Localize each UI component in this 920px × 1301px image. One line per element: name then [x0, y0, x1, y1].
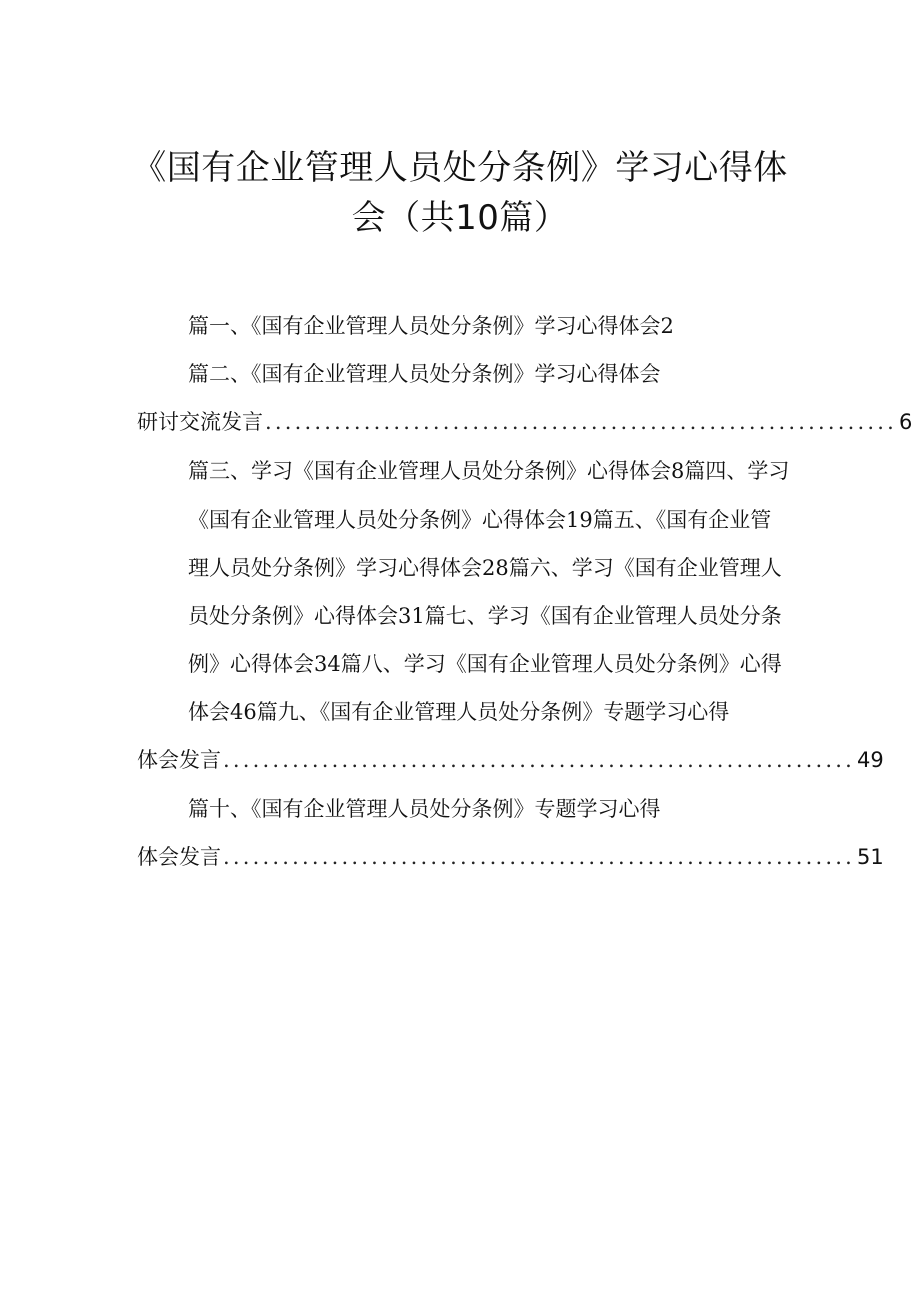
toc-paragraph-line-3: 理人员处分条例》学习心得体会28篇六、学习《国有企业管理人 [188, 556, 782, 580]
toc-leader-dots: ................................................................ [265, 410, 898, 434]
toc-item-10-line-1: 篇十、《国有企业管理人员处分条例》专题学习心得 [188, 797, 661, 821]
toc-paragraph-line-2: 《国有企业管理人员处分条例》心得体会19篇五、《国有企业管 [188, 508, 772, 532]
toc-item-9-page: 49 [857, 748, 884, 772]
toc-item-9-label: 体会发言 [137, 748, 221, 772]
toc-item-10-label: 体会发言 [137, 845, 221, 869]
toc-item-2-page: 6 [899, 410, 913, 434]
toc-item-10-entry [137, 843, 884, 871]
toc-paragraph-line-1: 篇三、学习《国有企业管理人员处分条例》心得体会8篇四、学习 [188, 459, 790, 483]
toc-item-2-label: 研讨交流发言 [137, 410, 263, 434]
toc-paragraph-line-4: 员处分条例》心得体会31篇七、学习《国有企业管理人员处分条 [188, 604, 782, 628]
toc-item-9-entry [137, 746, 884, 774]
document-title-line-1: 《国有企业管理人员处分条例》学习心得体 [132, 148, 788, 188]
toc-item-10-page: 51 [857, 845, 884, 869]
document-title-line-2: 会（共10篇） [351, 198, 569, 238]
toc-item-2-entry [137, 408, 913, 436]
toc-leader-dots: ................................................................ [223, 748, 856, 772]
toc-item-2-line-1: 篇二、《国有企业管理人员处分条例》学习心得体会 [188, 362, 661, 386]
toc-paragraph-line-5: 例》心得体会34篇八、学习《国有企业管理人员处分条例》心得 [188, 652, 782, 676]
toc-paragraph-line-6: 体会46篇九、《国有企业管理人员处分条例》专题学习心得 [188, 700, 730, 724]
toc-leader-dots: ................................................................ [223, 845, 856, 869]
toc-item-1: 篇一、《国有企业管理人员处分条例》学习心得体会2 [188, 314, 674, 338]
